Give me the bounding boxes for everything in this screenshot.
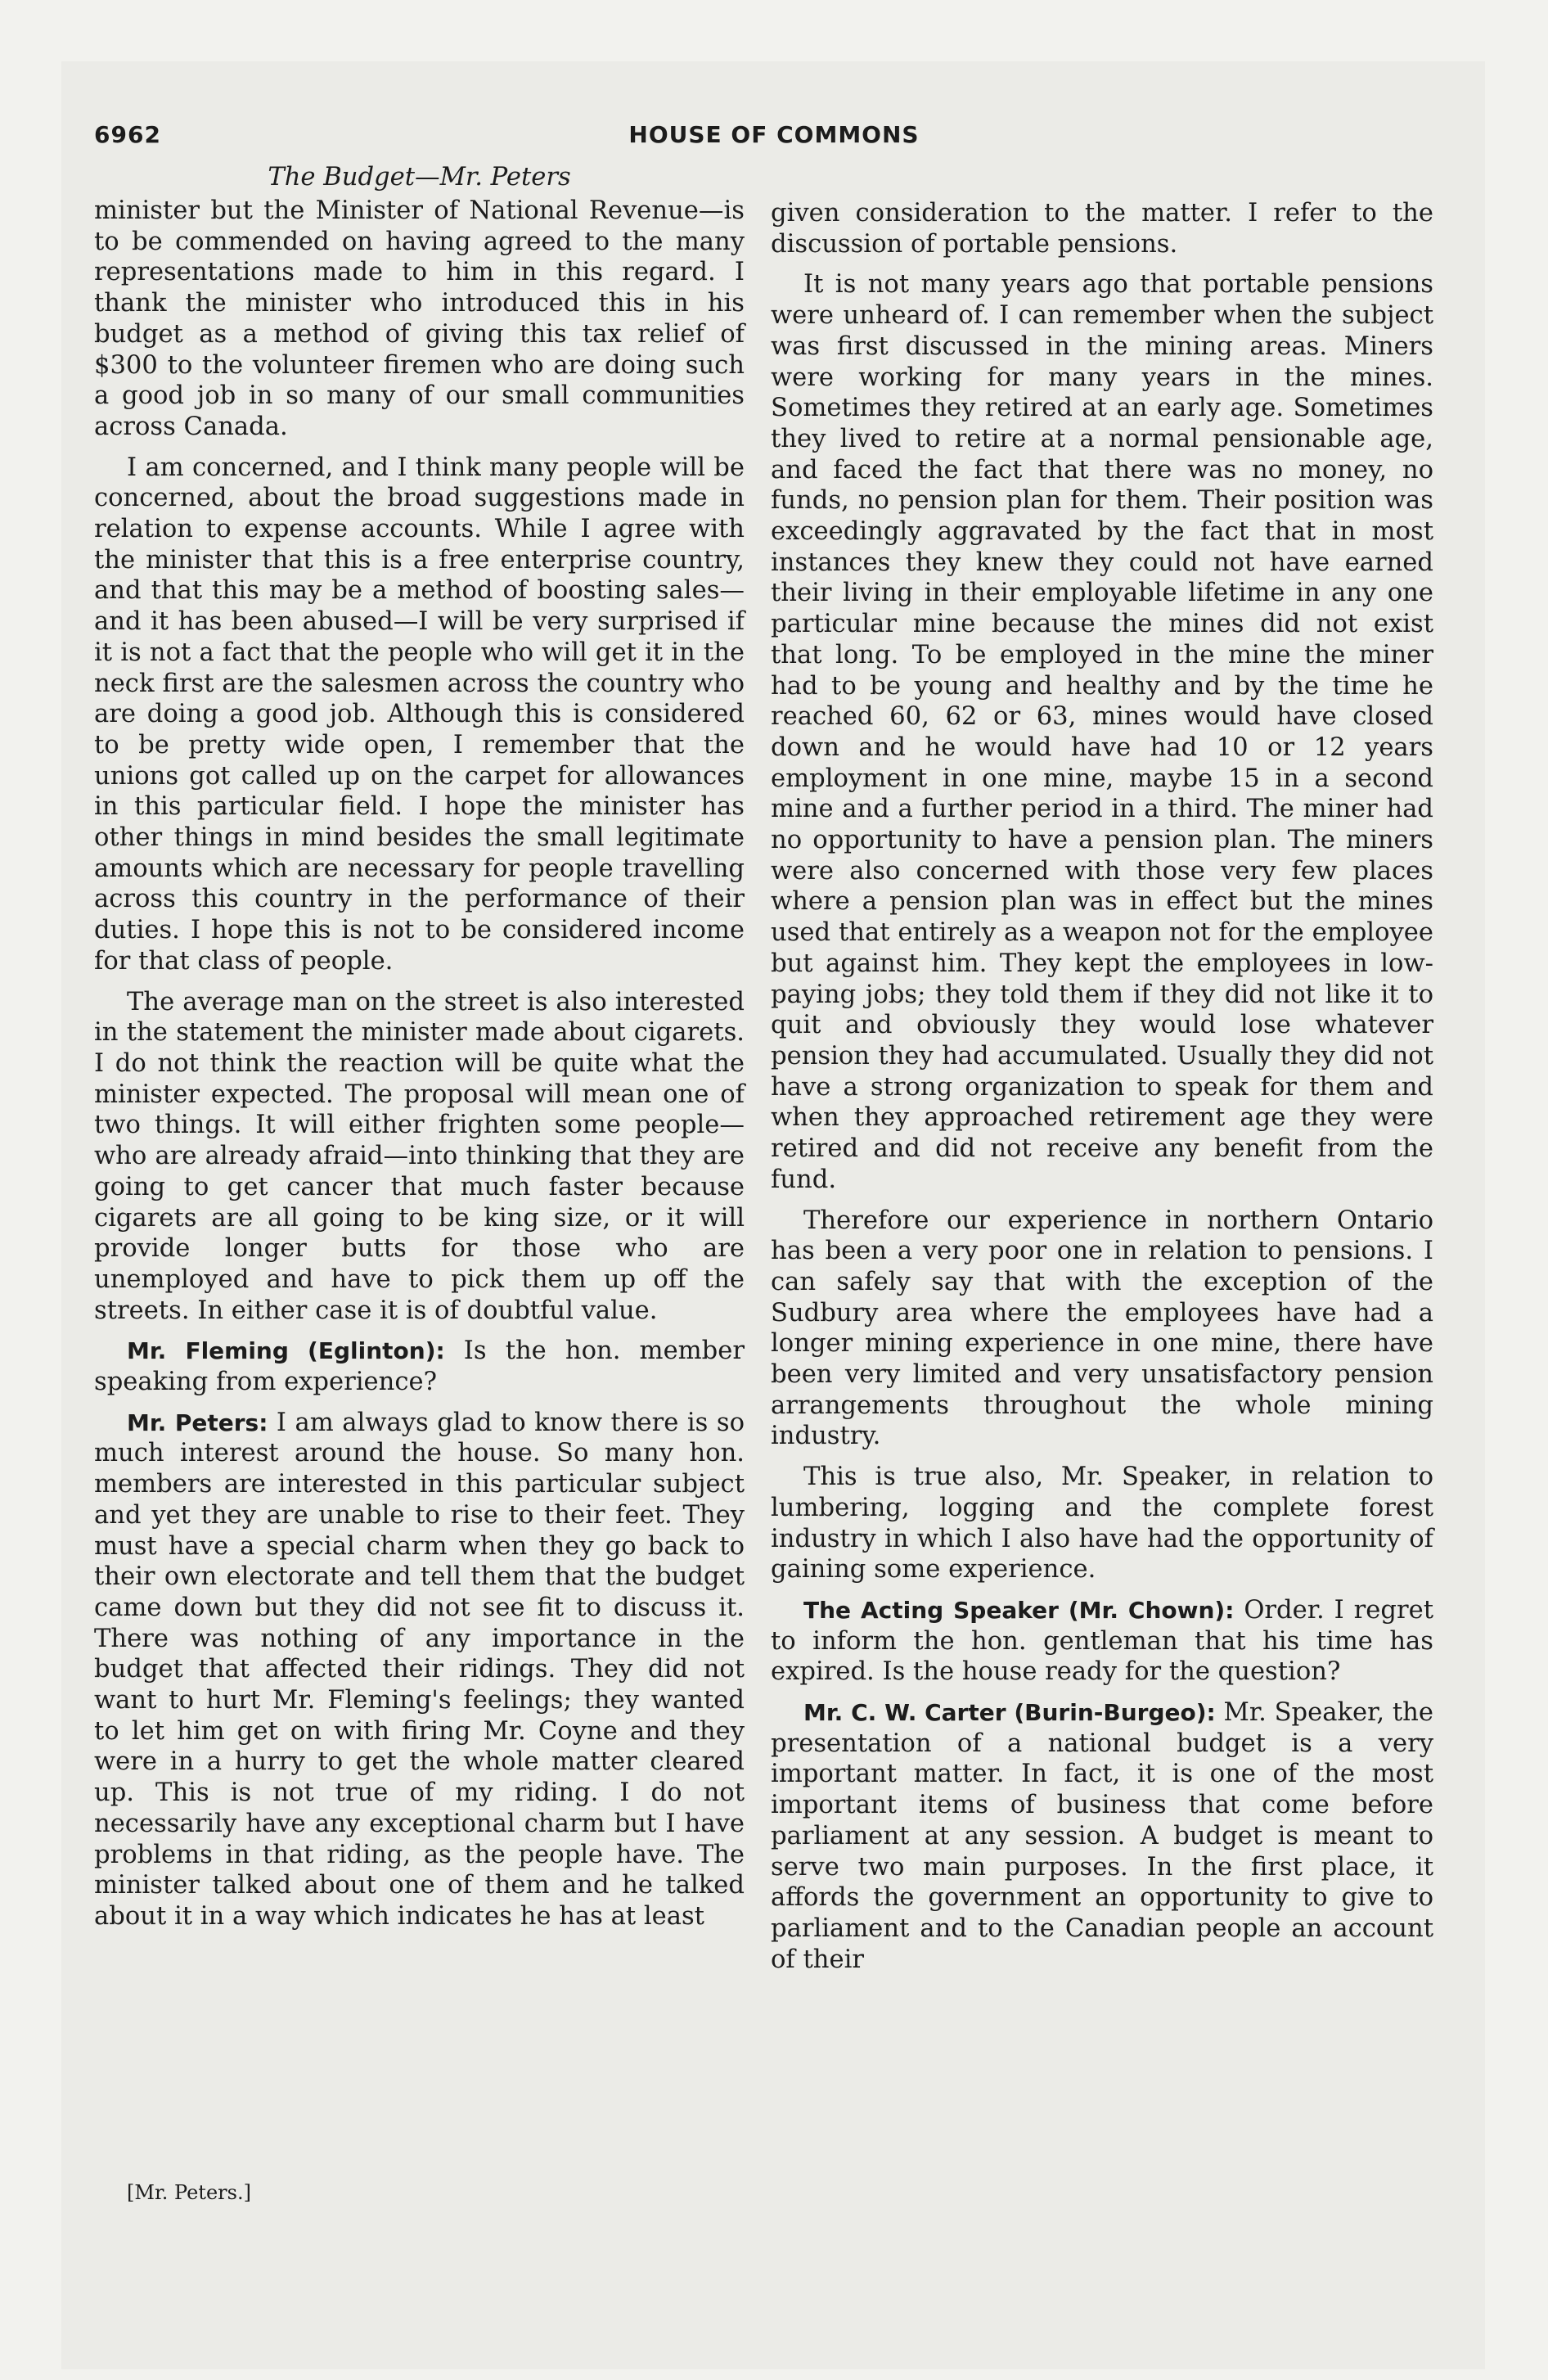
speech-text: I am always glad to know there is so much interest around the house. So many hon. members are interested in this particular subject and yet they are unable to rise to their feet. They must have a special charm when they go back to their own electorate and tell them that the budget came down but they did not see fit to discuss it. There was nothing of any importance in the budget that affected their ridings. They did not want to hurt Mr. Fleming's feelings; they wanted to let him get on with firing Mr. Coyne and they were in a hurry to get the whole matter cleared up. This is not true of my riding. I do not necessarily have any exceptional charm but I have problems in that riding, as the people have. The minister talked about one of them and he talked about it in a way which indicates he has at least bbox=[94, 1408, 745, 1931]
speech-text: Is the hon. member speaking from experience? bbox=[94, 1336, 745, 1397]
footer-attribution: [Mr. Peters.] bbox=[127, 2181, 251, 2204]
left-paragraph-1: minister but the Minister of National Revenue—is to be commended on having agreed to the many representations made to him in this regard. I thank the minister who introduced this in his budget as a method of giving this tax relief of $300 to the volunteer firemen who are doing such a good job in so many of our small communities across Canada. bbox=[94, 196, 745, 441]
left-paragraph-3: The average man on the street is also interested in the statement the minister made about cigarets. I do not think the reaction will be quite what the minister expected. The proposal will mean one of two things. It will either frighten some people—who are already afraid—into thinking that they are going to get cancer that much faster because cigarets are all going to be king size, or it will provide longer butts for those who are unemployed and have to pick them up off the streets. In either case it is of doubtful value. bbox=[94, 987, 745, 1325]
speaker-name: The Acting Speaker (Mr. Chown): bbox=[803, 1596, 1235, 1624]
right-column bbox=[771, 198, 1433, 1985]
running-head: HOUSE OF COMMONS bbox=[628, 121, 920, 148]
topic-heading: The Budget—Mr. Peters bbox=[268, 163, 571, 192]
right-paragraph-5 bbox=[771, 1595, 1433, 1688]
right-paragraph-6 bbox=[771, 1697, 1433, 1975]
right-paragraph-2: It is not many years ago that portable pensions were unheard of. I can remember when the subject was first discussed in the mining areas. Miners were working for many years in the mines. Sometimes they retired at an early age. Sometimes they lived to retire at a normal pensionable age, and faced the fact that there was no money, no funds, no pension plan for them. Their position was exceedingly aggravated by the fact that in most instances they knew they could not have earned their living in their employable lifetime in any one particular mine because the mines did not exist that long. To be employed in the mine the miner had to be young and healthy and by the time he reached 60, 62 or 63, mines would have closed down and he would have had 10 or 12 years employment in one mine, maybe 15 in a second mine and a further period in a third. The miner had no opportunity to have a pension plan. The miners were also concerned with those very few places where a pension plan was in effect but the mines used that entirely as a weapon not for the employee but against him. They kept the employees in low-paying jobs; they told them if they did not like it to quit and obviously they would lose whatever pension they had accumulated. Usually they did not have a strong organization to speak for them and when they approached retirement age they were retired and did not receive any benefit from the fund. bbox=[771, 270, 1433, 1194]
speaker-name: Mr. C. W. Carter (Burin-Burgeo): bbox=[803, 1699, 1216, 1727]
speech-text: Mr. Speaker, the presentation of a national budget is a very important matter. In fact, it is one of the most important items of business that come before parliament at any session. A budget is meant to serve two main purposes. In the first place, it affords the government an opportunity to give to parliament and to the Canadian people an account of their bbox=[771, 1698, 1433, 1974]
speaker-name: Mr. Fleming (Eglinton): bbox=[127, 1337, 445, 1365]
right-paragraph-1: given consideration to the matter. I refer to the discussion of portable pensions. bbox=[771, 199, 1433, 259]
page-number: 6962 bbox=[94, 121, 161, 148]
left-paragraph-4 bbox=[94, 1336, 745, 1397]
left-paragraph-5 bbox=[94, 1408, 745, 1932]
left-paragraph-2: I am concerned, and I think many people will be concerned, about the broad suggestions made in relation to expense accounts. While I agree with the minister that this is a free enterprise country, and that this may be a method of boosting sales—and it has been abused—I will be very surprised if it is not a fact that the people who will get it in the neck first are the salesmen across the country who are doing a good job. Although this is considered to be pretty wide open, I remember that the unions got called up on the carpet for allowances in this particular field. I hope the minister has other things in mind besides the small legitimate amounts which are necessary for people travelling across this country in the performance of their duties. I hope this is not to be considered income for that class of people. bbox=[94, 453, 745, 976]
speaker-name: Mr. Peters: bbox=[127, 1409, 268, 1436]
right-paragraph-4: This is true also, Mr. Speaker, in relation to lumbering, logging and the complete forest industry in which I also have had the opportunity of gaining some experience. bbox=[771, 1463, 1433, 1584]
right-paragraph-3: Therefore our experience in northern Ontario has been a very poor one in relation to pensions. I can safely say that with the exception of the Sudbury area where the employees have had a longer mining experience in one mine, there have been very limited and very unsatisfactory pension arrangements throughout the whole mining industry. bbox=[771, 1206, 1433, 1451]
speech-text: Order. I regret to inform the hon. gentleman that his time has expired. Is the house ready for the question? bbox=[771, 1595, 1433, 1687]
left-column bbox=[94, 160, 745, 1942]
